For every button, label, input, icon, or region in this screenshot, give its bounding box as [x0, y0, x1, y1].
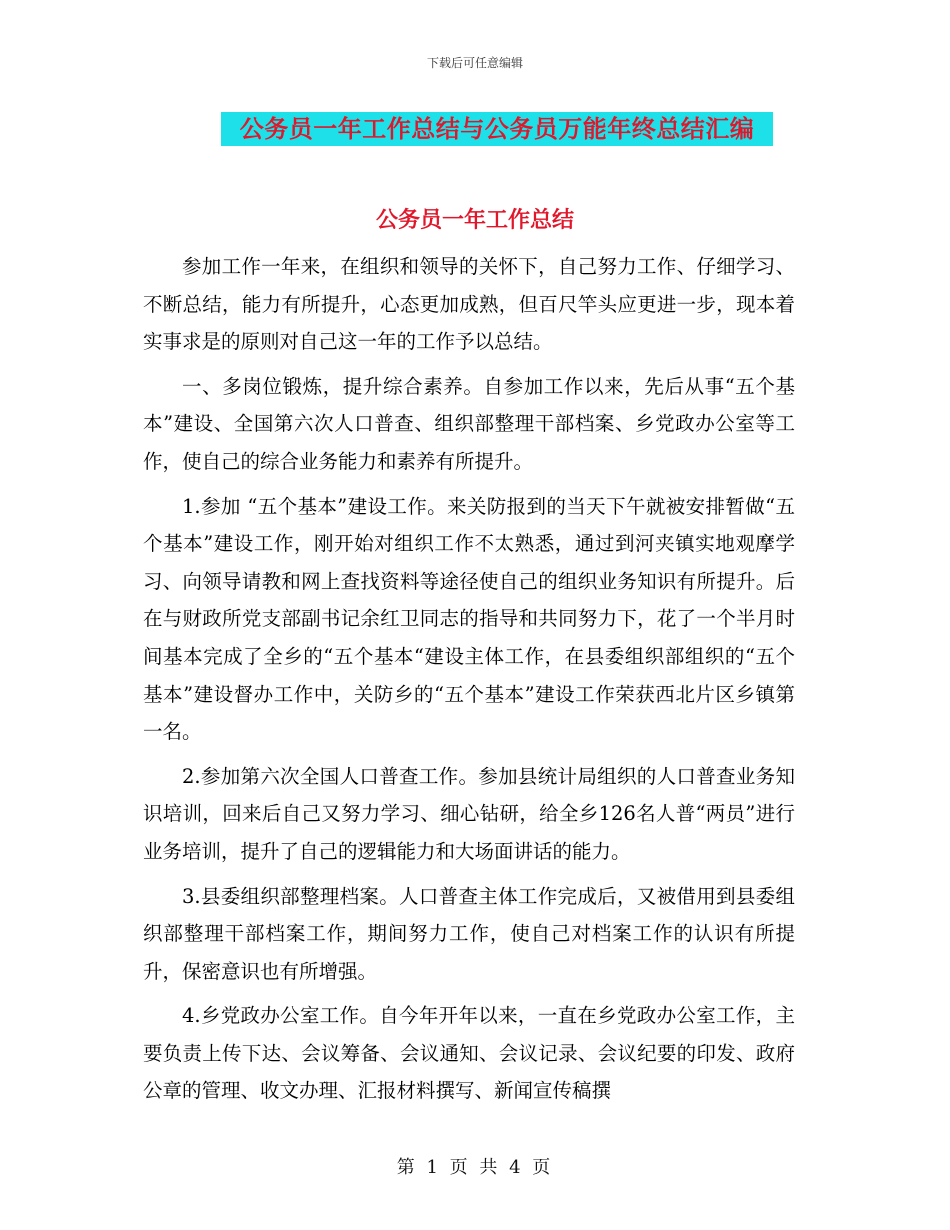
- paragraph: 4.乡党政办公室工作。自今年开年以来，一直在乡党政办公室工作，主要负责上传下达、会议筹备、会议通知、会议记录、会议纪要的印发、政府公章的管理、收文办理、汇报材料撰写、新闻宣传稿撰: [143, 1004, 795, 1103]
- section-title: 公务员一年工作总结: [375, 207, 574, 233]
- page-footer: 第 1 页 共 4 页: [396, 1157, 554, 1178]
- paragraph: 一、多岗位锻炼，提升综合素养。自参加工作以来，先后从事“五个基本”建设、全国第六次人口普查、组织部整理干部档案、乡党政办公室等工作，使自己的综合业务能力和素养有所提升。: [143, 374, 795, 473]
- paragraph: 3.县委组织部整理档案。人口普查主体工作完成后，又被借用到县委组织部整理干部档案工作，期间努力工作，使自己对档案工作的认识有所提升，保密意识也有所增强。: [143, 884, 795, 983]
- document-title: 公务员一年工作总结与公务员万能年终总结汇编: [221, 112, 773, 146]
- header-note: 下载后可任意编辑: [426, 56, 523, 70]
- paragraph: 1.参加 “五个基本”建设工作。来关防报到的当天下午就被安排暂做“五个基本”建设工作，刚开始对组织工作不太熟悉，通过到河夹镇实地观摩学习、向领导请教和网上查找资料等途径使自己的组织业务知识有所提升。后在与财政所党支部副书记余红卫同志的指导和共同努力下，花了一个半月时间基本完成了全乡的“五个基本“建设主体工作，在县委组织部组织的“五个基本”建设督办工作中，关防乡的“五个基本”建设工作荣获西北片区乡镇第一名。: [143, 494, 795, 744]
- paragraph: 参加工作一年来，在组织和领导的关怀下，自己努力工作、仔细学习、不断总结，能力有所提升，心态更加成熟，但百尺竿头应更进一步，现本着实事求是的原则对自己这一年的工作予以总结。: [143, 255, 795, 354]
- document-body: [143, 248, 795, 1117]
- paragraph: 2.参加第六次全国人口普查工作。参加县统计局组织的人口普查业务知识培训，回来后自己又努力学习、细心钻研，给全乡126名人普“两员”进行业务培训，提升了自己的逻辑能力和大场面讲话的能力。: [143, 764, 795, 863]
